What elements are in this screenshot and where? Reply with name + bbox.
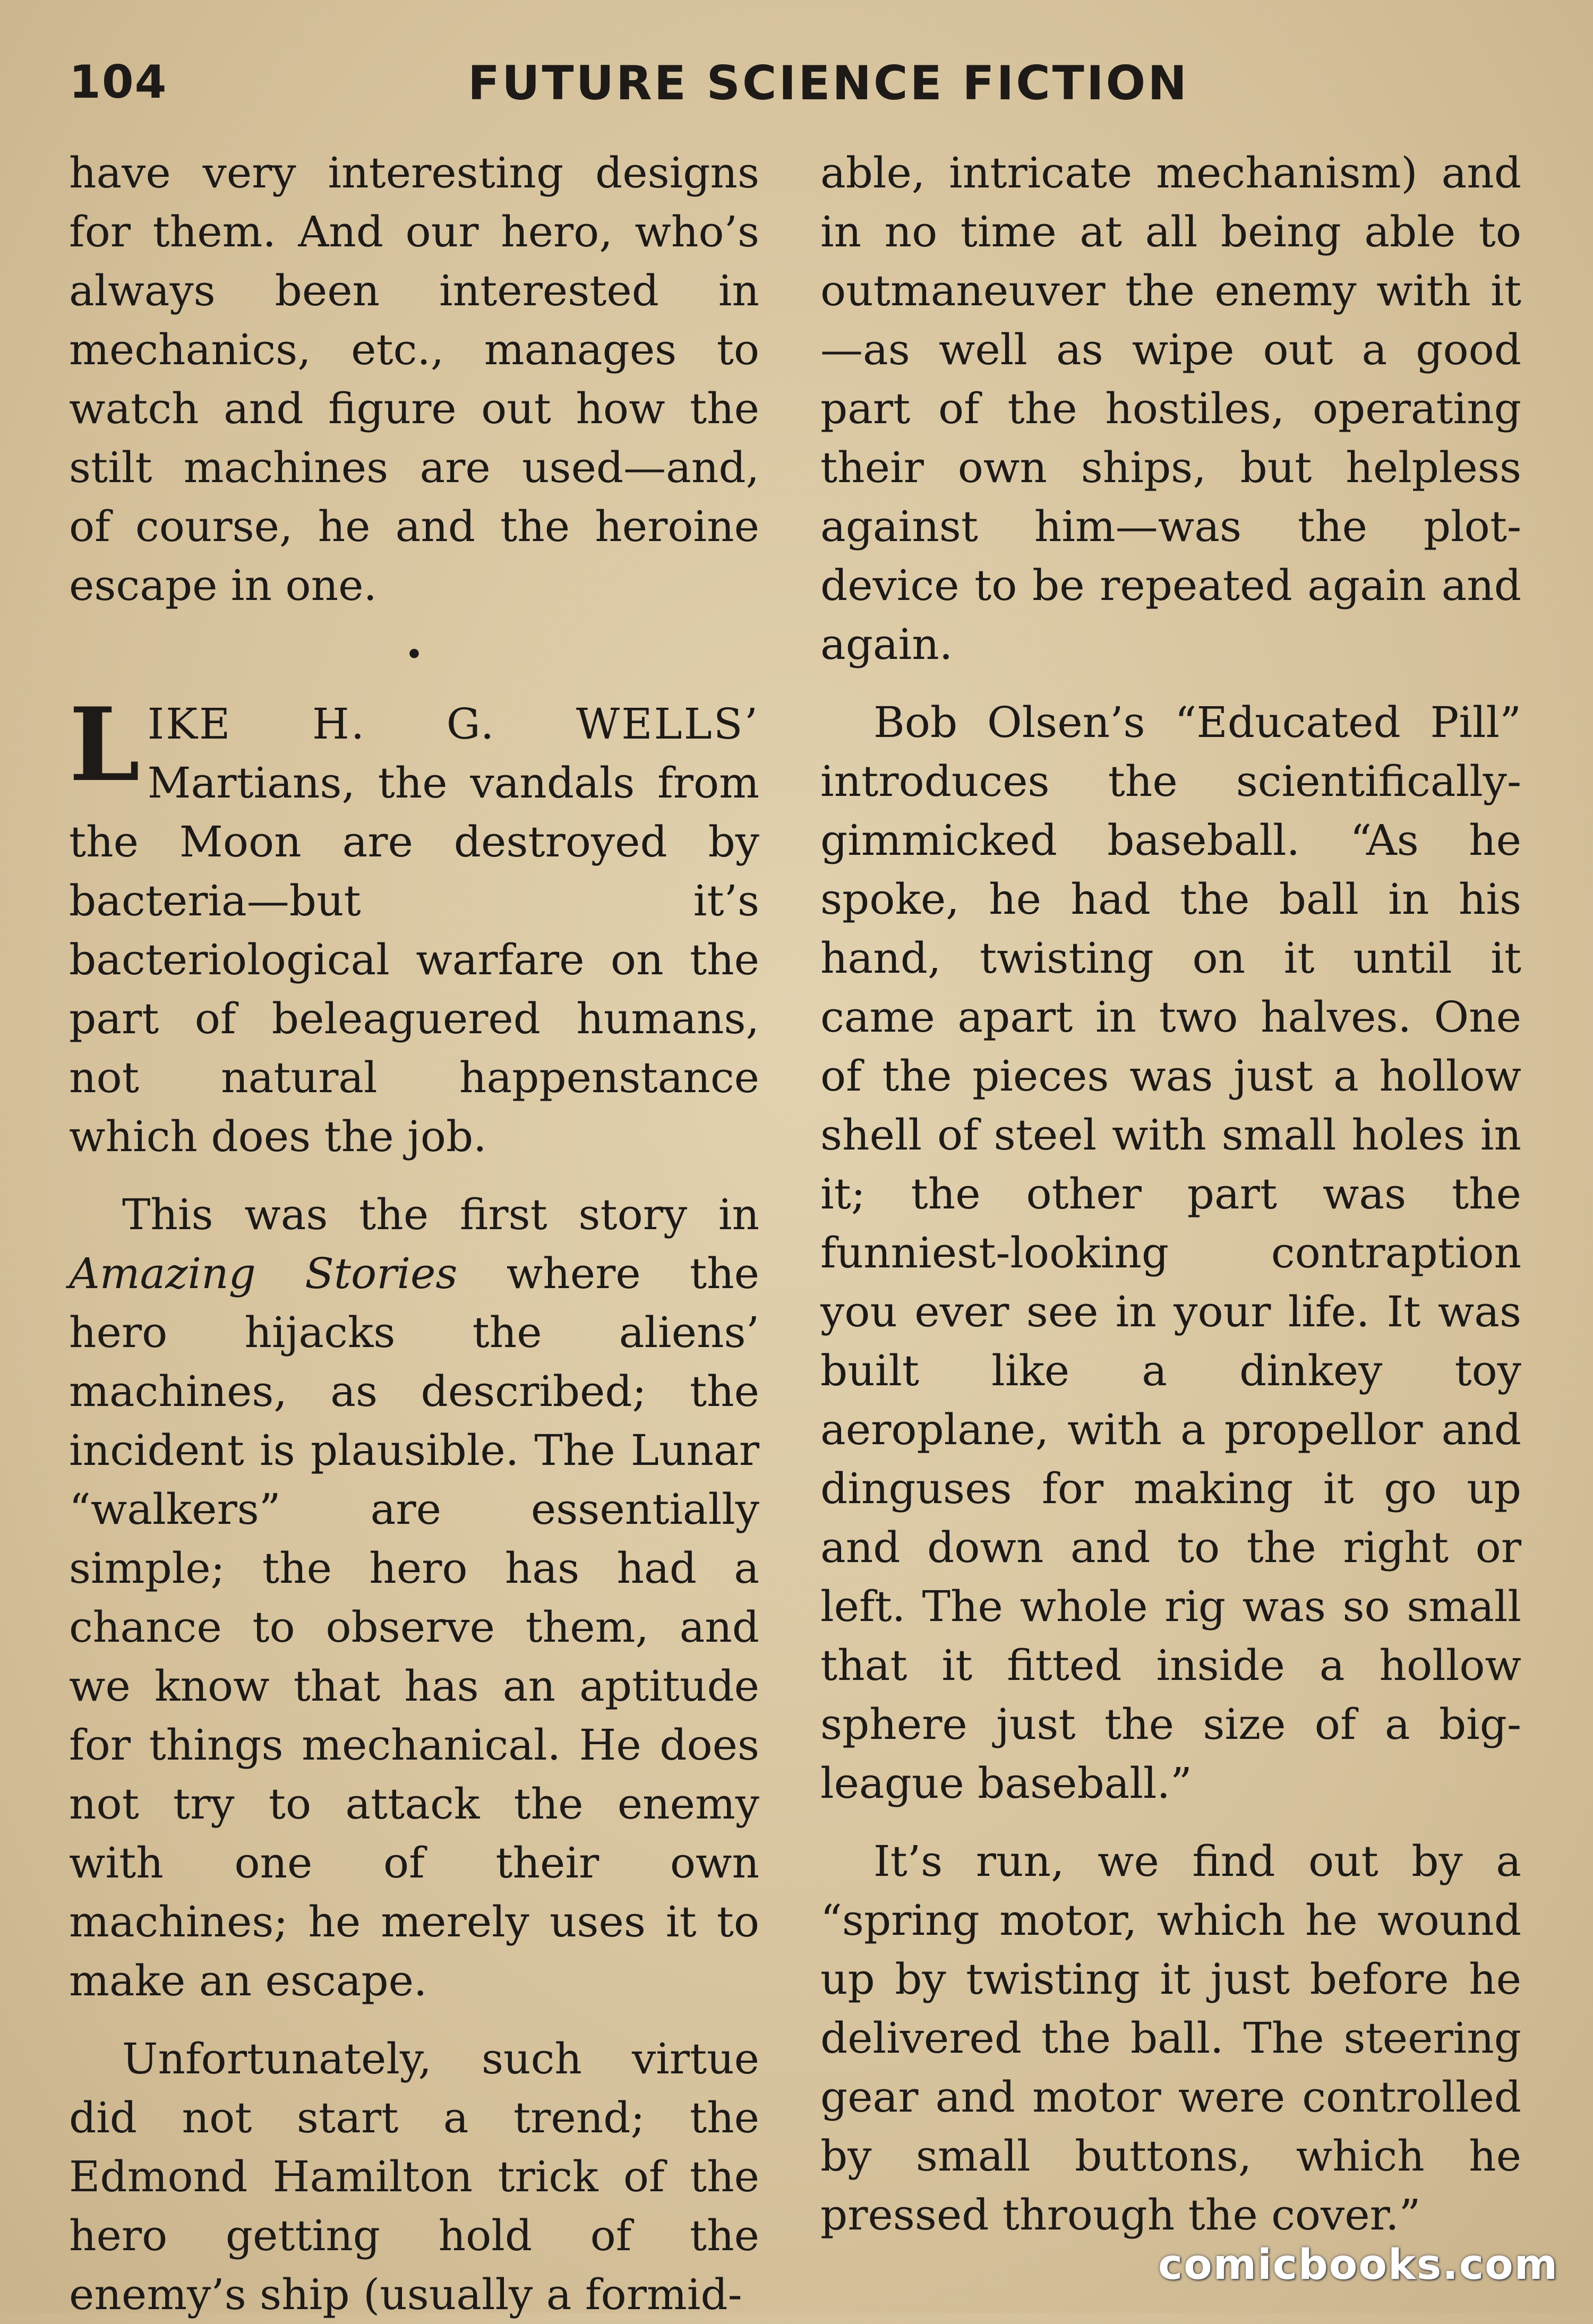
running-head: FUTURE SCIENCE FICTION [467,56,1189,110]
paragraph-continuation: able, intricate mechanism) and in no time at all being able to outmaneuver the enemy with it—as well as wipe out a good part of the hostiles, operating their own ships, but helpless against him—was the plot-device to be repeated again and again. [820,148,1521,669]
paragraph-text: This was the first story in [122,1190,759,1239]
paragraph-unfortunately: Unfortunately, such virtue did not start a trend; the Edmond Hamilton trick of the hero getting hold of the enemy’s ship (usually a formid- [69,2034,759,2319]
small-caps-lead: IKE H. G. WELLS’ [147,699,759,749]
paragraph-educated-pill: Bob Olsen’s “Educated Pill” introduces the scientifically-gimmicked baseball. “As he spoke, he had the ball in his hand, twisting on it until it came apart in two halves. One of the pieces was just a hollow shell of steel with small holes in it; the other part was the funniest-looking contraption you ever see in your life. It was built like a dinkey toy aeroplane, with a propellor and dinguses for making it go up and down and to the right or left. The whole rig was so small that it fitted inside a hollow sphere just the size of a big-league baseball.” [820,698,1521,1808]
page-header [69,56,1524,119]
paragraph-continuation: have very interesting designs for them. And our hero, who’s always been interested in mechanics, etc., manages to watch and figure out how the stilt machines are used—and, of course, he and the heroine escape in one. [69,148,759,610]
right-column [820,143,1521,2244]
paragraph-text: where the hero hijacks the aliens’ machines, as described; the incident is plausible. The Lunar “walkers” are essentially simple; the hero has had a chance to observe them, and we know that has an aptitude for things mechanical. He does not try to attack the enemy with one of their own machines; he merely uses it to make an escape. [69,1249,759,2005]
paragraph-text: Martians, the vandals from the Moon are destroyed by bacteria—but it’s bacteriological warfare on the part of beleaguered humans, not natural happenstance which does the job. [69,758,759,1161]
left-column [69,143,759,2324]
paragraph-amazing-stories [69,1185,759,2010]
section-ornament: • [405,636,424,673]
page-number: 104 [69,56,168,109]
paragraph-wells [69,685,759,1166]
paragraph-spring-motor: It’s run, we find out by a “spring motor, which he wound up by twisting it just before he delivered the ball. The steering gear and motor were controlled by small buttons, which he pressed through the cover.” [820,1837,1521,2240]
watermark: comicbooks.com [1158,2241,1558,2289]
magazine-title: Amazing Stories [69,1249,458,1298]
drop-cap: L [69,685,140,804]
